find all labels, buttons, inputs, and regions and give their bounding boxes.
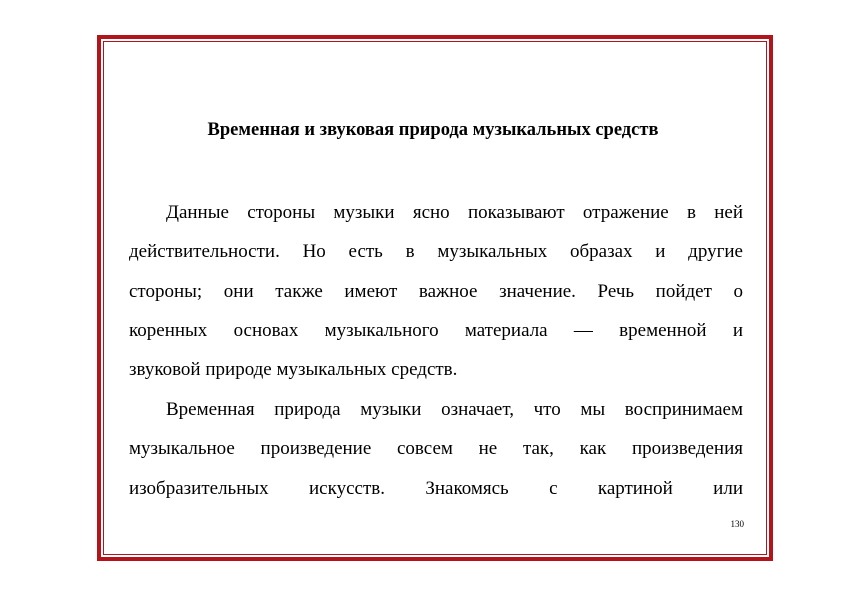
text-line-4: коренных основах музыкального материала — временной и: [129, 320, 743, 341]
text-line-7: музыкальное произведение совсем не так, как произведения: [129, 438, 743, 459]
text-line-6: Временная природа музыки означает, что мы воспринимаем: [166, 399, 743, 420]
page-number: 130: [730, 519, 744, 529]
text-line-5: звуковой природе музыкальных средств.: [129, 359, 458, 380]
text-line-1: Данные стороны музыки ясно показывают отражение в ней: [166, 202, 743, 223]
text-line-8: изобразительных искусств. Знакомясь с картиной или: [129, 478, 743, 499]
text-line-2: действительности. Но есть в музыкальных образах и другие: [129, 241, 743, 262]
section-title: Временная и звуковая природа музыкальных средств: [207, 120, 659, 140]
text-line-3: стороны; они также имеют важное значение. Речь пойдет о: [129, 281, 743, 302]
